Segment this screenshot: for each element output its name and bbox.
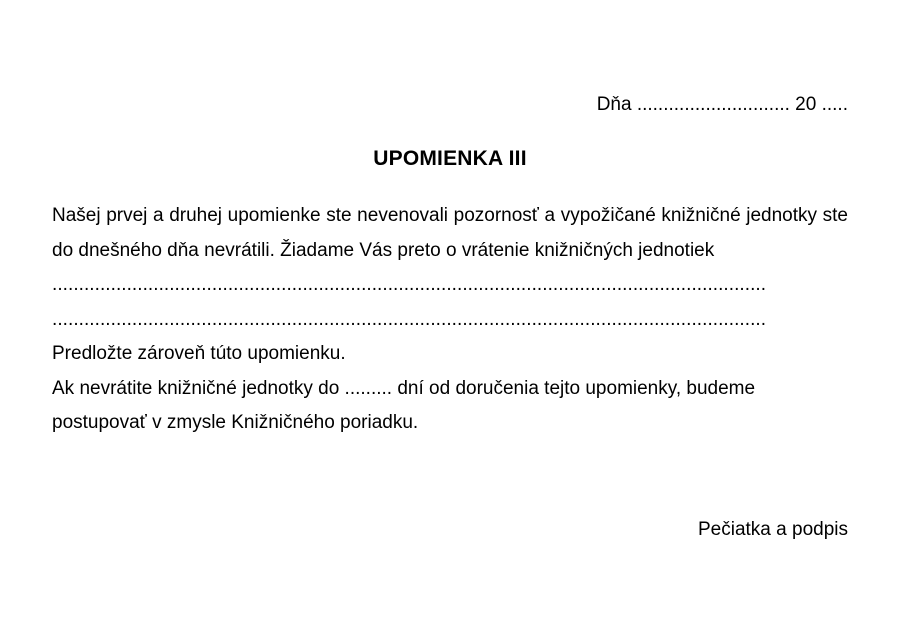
document-title: UPOMIENKA III [373,147,527,170]
paragraph-submit-notice: Predložte zároveň túto upomienku. [52,343,346,364]
paragraph-request: Našej prvej a druhej upomienke ste nevenovali pozornosť a vypožičané knižničné jednotky ste do dnešného dňa nevrátili. Žiadame Vás preto o vrátenie knižničných jednotiek [52,205,848,261]
document-body [52,199,848,441]
signature-label: Pečiatka a podpis [698,519,848,540]
date-line: Dňa ............................. 20 ..... [596,94,848,115]
dotted-fill-line-1: ...................................................................................................................................... [52,274,767,295]
dotted-fill-line-2: ...................................................................................................................................... [52,308,767,330]
paragraph-consequence: Ak nevrátite knižničné jednotky do ......... dní od doručenia tejto upomienky, budeme postupovať v zmysle Knižničného poriadku. [52,377,756,433]
